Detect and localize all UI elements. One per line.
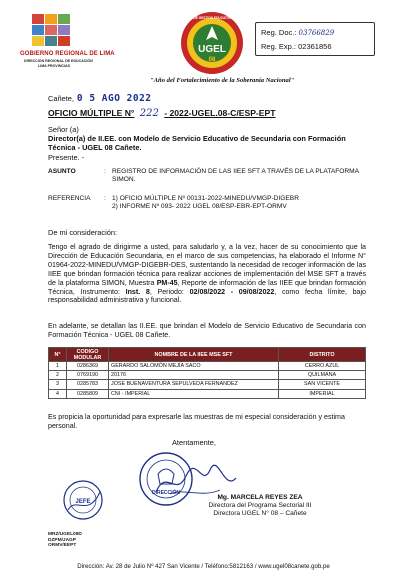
date-stamp: 0 5 AGO 2022	[76, 93, 152, 104]
gob-title: GOBIERNO REGIONAL DE LIMA	[20, 51, 115, 57]
asunto-row	[48, 168, 378, 184]
body-paragraph-1	[48, 243, 366, 305]
cell-name: 20176	[109, 371, 279, 380]
footer-address: Dirección: Av. 28 de Julio Nº 427 San Vicente / Teléfono:5812163 / www.ugel08canete.gob.pe	[77, 563, 330, 570]
asunto-label: ASUNTO	[48, 168, 76, 175]
oficio-suffix: - 2022-UGEL.08-C/ESP-EPT	[164, 108, 276, 118]
oficio-number-line	[48, 108, 276, 119]
closing-paragraph: Es propicia la oportunidad para expresarle las muestras de mi especial consideración y estima personal.	[48, 413, 345, 430]
referencia-list	[112, 195, 378, 211]
signer-role: Directora del Programa Sectorial III	[208, 501, 312, 509]
ugel-emblem-icon	[178, 10, 246, 76]
instrumento: Inst. 8	[125, 287, 150, 296]
initials-line: DZPM/JAGP	[48, 537, 76, 543]
asunto-text: REGISTRO DE INFORMACIÓN DE LAS IIEE SFT A TRAVÉS DE LA PLATAFORMA SIMON.	[112, 168, 359, 184]
seal-label: DIRECCIÓN	[151, 490, 181, 496]
signer-block	[180, 494, 340, 517]
table-header-row	[49, 348, 366, 362]
gobierno-regional-logo	[20, 12, 115, 74]
schools-table	[48, 347, 366, 399]
cell-code: 0769190	[67, 371, 109, 380]
body-paragraph-2: En adelante, se detallan las II.EE. que brindan el Modelo de Servicio Educativo de Secundaria con Formación Técnica - UGEL 08 Cañete.	[48, 322, 366, 339]
reg-exp-label: Reg. Exp.:	[261, 42, 297, 51]
jefe-stamp-icon	[60, 478, 106, 522]
col-header-num: N°	[49, 348, 67, 362]
salutation: Señor (a)	[48, 125, 79, 134]
periodo: 02/08/2022 - 09/08/2022	[189, 287, 275, 296]
cell-num: 3	[49, 380, 67, 389]
gob-subtitle: DIRECCIÓN REGIONAL DE EDUCACIÓN	[24, 59, 93, 63]
body-text: , Reporte de información de las IIEE que brindan formación Técnica, Instrumento:	[48, 278, 366, 296]
reg-exp-line	[261, 40, 369, 53]
cell-num: 4	[49, 389, 67, 398]
col-header-district: DISTRITO	[279, 348, 366, 362]
referencia-item: 2) INFORME Nº 093- 2022 UGEL 08/ESP-EBR-EPT-ORMV	[112, 203, 287, 211]
oficio-handwritten-number: 222	[139, 108, 159, 119]
date-line	[48, 93, 152, 104]
body-text: , Periodo:	[149, 287, 184, 296]
cell-district: IMPERIAL	[279, 389, 366, 398]
cell-code: 0285783	[67, 380, 109, 389]
city: Cañete,	[48, 94, 74, 103]
col-header-name: NOMBRE DE LA IIEE MSE SFT	[109, 348, 279, 362]
cell-code: 0286369	[67, 362, 109, 371]
cell-district: CERRO AZUL	[279, 362, 366, 371]
initials-line: ORMV/EEPT	[48, 543, 77, 549]
referencia-item: 1) OFICIO MÚLTIPLE Nº 00131-2022-MINEDU/VMGP-DIGEBR	[112, 195, 299, 202]
ugel-number: 08	[208, 57, 216, 63]
initials-line: MRZ/UGEL08D	[48, 532, 82, 537]
muestra-code: PM-45	[156, 278, 178, 287]
cell-num: 2	[49, 371, 67, 380]
asunto-colon: :	[104, 168, 106, 175]
registration-box	[255, 22, 375, 56]
cell-name: CNI - IMPERIAL	[109, 389, 279, 398]
cell-name: GERARDO SALOMÓN MEJÍA SACO	[109, 362, 279, 371]
year-motto: "Año del Fortalecimiento de la Soberanía Nacional"	[150, 77, 295, 84]
cell-district: SAN VICENTE	[279, 380, 366, 389]
signer-name: Mg. MARCELA REYES ZEA	[217, 494, 303, 501]
ugel-ring-text: UNIDAD DE GESTIÓN EDUCATIVA LOCAL	[180, 16, 244, 20]
oficio-prefix: OFICIO MÚLTIPLE N°	[48, 108, 135, 118]
closing-salutation: Atentamente,	[172, 438, 216, 447]
ugel-label: UGEL	[198, 44, 226, 55]
reg-doc-line	[261, 26, 369, 40]
table-row	[49, 362, 366, 371]
col-header-code: CODIGO MODULAR	[67, 348, 109, 362]
reg-exp-value: 02361856	[298, 42, 332, 51]
table-row	[49, 389, 366, 398]
cell-district: QUILMANA	[279, 371, 366, 380]
cell-num: 1	[49, 362, 67, 371]
reference-initials	[48, 532, 82, 549]
regional-cubes-icon	[30, 12, 72, 50]
referencia-label: REFERENCIA	[48, 195, 91, 202]
body-text: Tengo el agrado de dirigirme a usted, para saludarlo y, a la vez, hacer de su conocimiento que la Dirección de Educación Secundaria, en el marco de sus competencias, ha elaborado el Informe N° 01964-2022-MINEDU/VMGP-DIGEBR-DES, sustentando la necesidad de recoger información de las IIEE que brindan formación técnica para realizar acciones de implementación del MSE SFT a través de la plataforma SIMON, Muestra	[48, 243, 366, 287]
addressee-title: Director(a) de II.EE. con Modelo de Servicio Educativo de Secundaria con Formación Técnica - UGEL 08 Cañete.	[48, 134, 346, 153]
body-text: , como fecha límite, bajo responsabilidad administrativa y funcional.	[48, 287, 366, 305]
stamp-label: JEFE	[75, 499, 91, 505]
table-row	[49, 371, 366, 380]
table-row	[49, 380, 366, 389]
greeting: De mi consideración:	[48, 228, 118, 237]
cell-code: 0285809	[67, 389, 109, 398]
reg-doc-value: 03766829	[298, 29, 335, 37]
referencia-colon: :	[104, 195, 106, 202]
ugel-logo	[178, 10, 246, 76]
reg-doc-label: Reg. Doc.:	[261, 28, 297, 37]
cell-name: JOSE BUENAVENTURA SEPULVEDA FERNANDEZ	[109, 380, 279, 389]
referencia-row	[48, 195, 378, 211]
addressee	[48, 125, 368, 162]
gob-subtitle-2: LIMA PROVINCIAS	[38, 64, 71, 68]
signer-unit: Directora UGEL N° 08 – Cañete	[213, 509, 307, 517]
presente: Presente. -	[48, 152, 85, 162]
